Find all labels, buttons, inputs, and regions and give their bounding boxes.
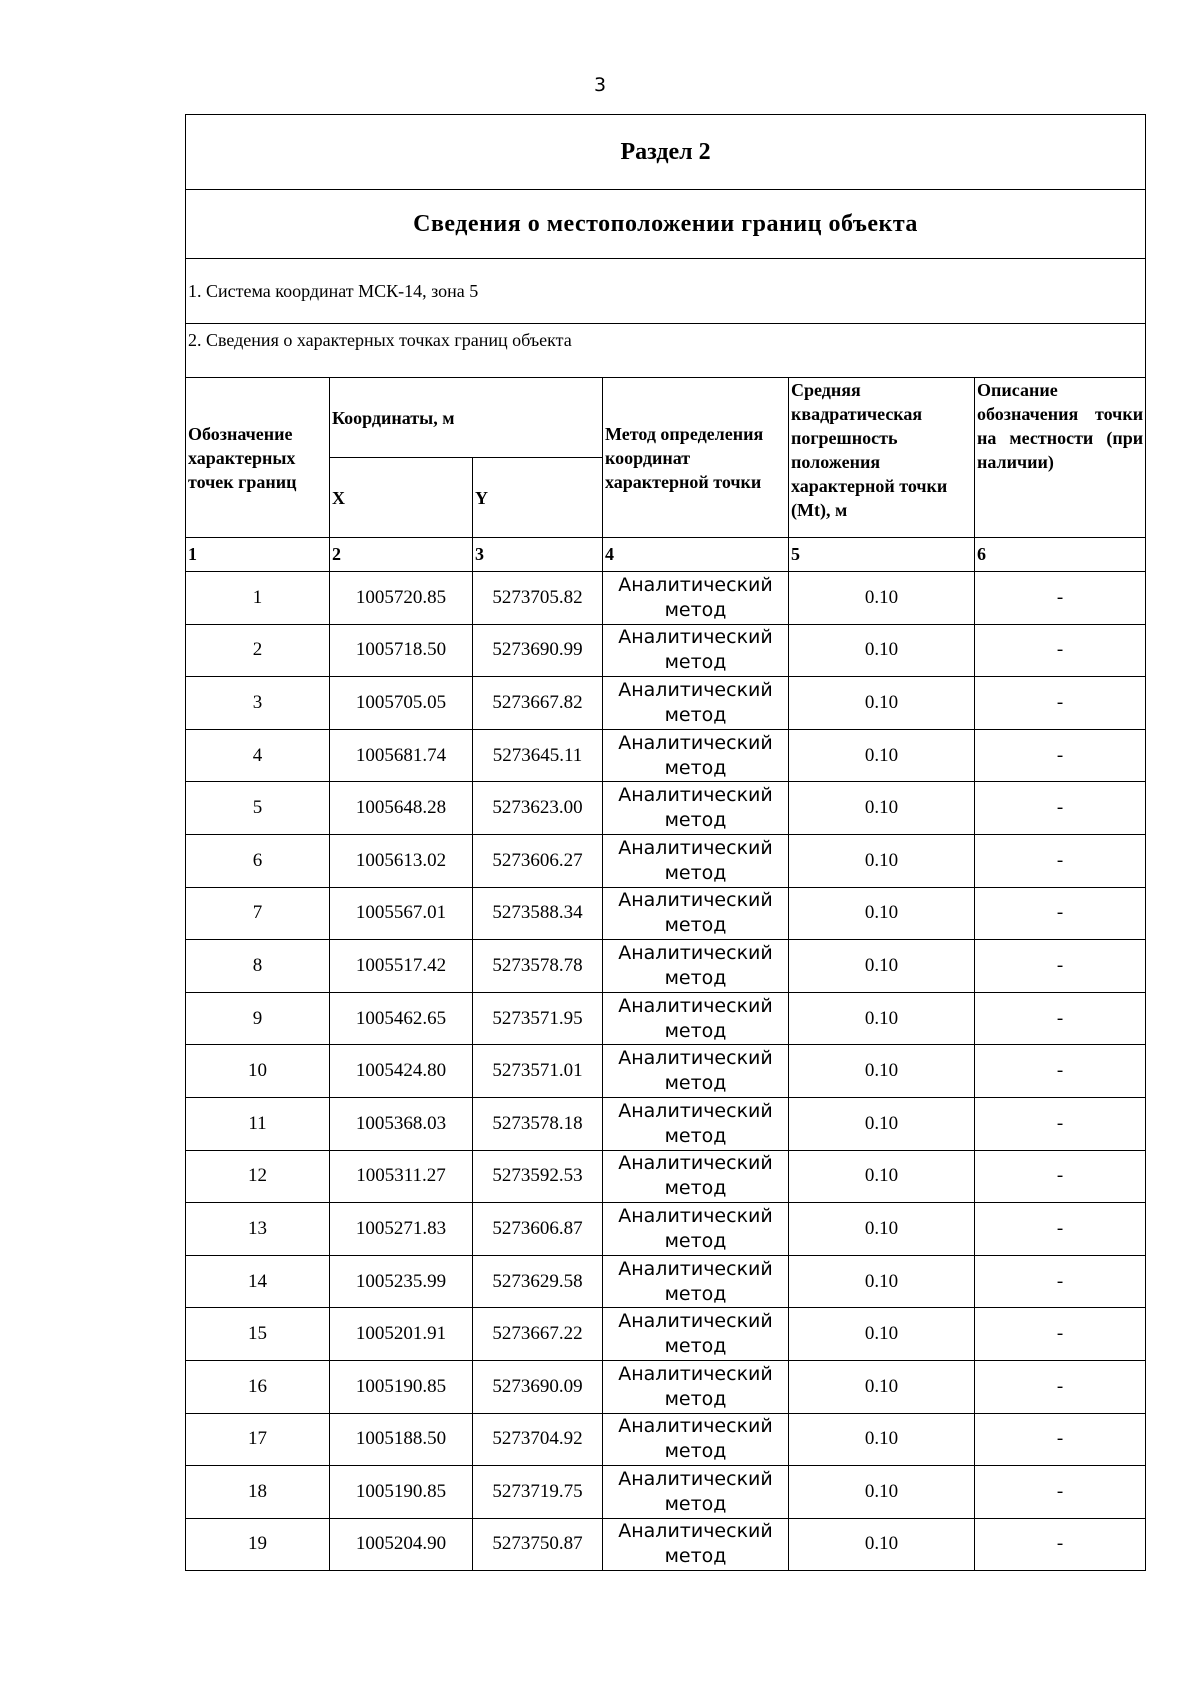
x-coordinate-cell: 1005424.80 xyxy=(330,1045,473,1098)
point-number-cell: 3 xyxy=(186,677,330,730)
mean-error-cell: 0.10 xyxy=(789,1150,975,1203)
y-coordinate-cell: 5273578.18 xyxy=(473,1097,603,1150)
coordinate-system: 1. Система координат МСК-14, зона 5 xyxy=(186,259,1146,324)
boundary-points-table xyxy=(185,114,1146,1571)
description-cell: - xyxy=(975,1360,1146,1413)
x-coordinate-cell: 1005648.28 xyxy=(330,782,473,835)
column-number: 3 xyxy=(473,538,603,572)
description-cell: - xyxy=(975,887,1146,940)
table-row xyxy=(186,1466,1146,1519)
description-cell: - xyxy=(975,729,1146,782)
header-point-designation: Обозначение характерных точек границ xyxy=(186,378,330,538)
mean-error-cell: 0.10 xyxy=(789,1255,975,1308)
mean-error-cell: 0.10 xyxy=(789,1413,975,1466)
point-number-cell: 13 xyxy=(186,1203,330,1256)
description-cell: - xyxy=(975,1308,1146,1361)
y-coordinate-cell: 5273592.53 xyxy=(473,1150,603,1203)
mean-error-cell: 0.10 xyxy=(789,1466,975,1519)
y-coordinate-cell: 5273705.82 xyxy=(473,572,603,625)
x-coordinate-cell: 1005517.42 xyxy=(330,940,473,993)
x-coordinate-cell: 1005188.50 xyxy=(330,1413,473,1466)
point-number-cell: 5 xyxy=(186,782,330,835)
table-row xyxy=(186,1518,1146,1571)
method-cell: Аналитический метод xyxy=(603,887,789,940)
point-number-cell: 19 xyxy=(186,1518,330,1571)
header-method: Метод определения координат характерной точки xyxy=(603,378,789,538)
mean-error-cell: 0.10 xyxy=(789,1097,975,1150)
mean-error-cell: 0.10 xyxy=(789,992,975,1045)
x-coordinate-cell: 1005271.83 xyxy=(330,1203,473,1256)
header-mean-error: Средняя квадратическая погрешность положения характерной точки (Mt), м xyxy=(789,378,975,538)
description-cell: - xyxy=(975,1203,1146,1256)
method-cell: Аналитический метод xyxy=(603,1203,789,1256)
mean-error-cell: 0.10 xyxy=(789,940,975,993)
column-number: 4 xyxy=(603,538,789,572)
x-coordinate-cell: 1005613.02 xyxy=(330,834,473,887)
point-number-cell: 9 xyxy=(186,992,330,1045)
method-cell: Аналитический метод xyxy=(603,1466,789,1519)
y-coordinate-cell: 5273571.95 xyxy=(473,992,603,1045)
mean-error-cell: 0.10 xyxy=(789,834,975,887)
description-cell: - xyxy=(975,1466,1146,1519)
mean-error-cell: 0.10 xyxy=(789,572,975,625)
column-number: 1 xyxy=(186,538,330,572)
table-row xyxy=(186,1203,1146,1256)
point-number-cell: 10 xyxy=(186,1045,330,1098)
x-coordinate-cell: 1005718.50 xyxy=(330,624,473,677)
x-coordinate-cell: 1005204.90 xyxy=(330,1518,473,1571)
x-coordinate-cell: 1005567.01 xyxy=(330,887,473,940)
description-cell: - xyxy=(975,1150,1146,1203)
table-row xyxy=(186,1255,1146,1308)
method-cell: Аналитический метод xyxy=(603,940,789,993)
description-cell: - xyxy=(975,834,1146,887)
x-coordinate-cell: 1005235.99 xyxy=(330,1255,473,1308)
table-row xyxy=(186,1097,1146,1150)
description-cell: - xyxy=(975,572,1146,625)
method-cell: Аналитический метод xyxy=(603,572,789,625)
mean-error-cell: 0.10 xyxy=(789,1360,975,1413)
x-coordinate-cell: 1005190.85 xyxy=(330,1466,473,1519)
method-cell: Аналитический метод xyxy=(603,1518,789,1571)
y-coordinate-cell: 5273667.22 xyxy=(473,1308,603,1361)
y-coordinate-cell: 5273623.00 xyxy=(473,782,603,835)
table-row xyxy=(186,834,1146,887)
point-number-cell: 18 xyxy=(186,1466,330,1519)
mean-error-cell: 0.10 xyxy=(789,729,975,782)
description-cell: - xyxy=(975,1045,1146,1098)
table-row xyxy=(186,940,1146,993)
header-description: Описание обозначения точки на местности (при наличии) xyxy=(975,378,1146,538)
section-subtitle: Сведения о местоположении границ объекта xyxy=(186,190,1146,259)
table-row xyxy=(186,729,1146,782)
point-number-cell: 14 xyxy=(186,1255,330,1308)
method-cell: Аналитический метод xyxy=(603,677,789,730)
table-row xyxy=(186,782,1146,835)
point-number-cell: 6 xyxy=(186,834,330,887)
mean-error-cell: 0.10 xyxy=(789,782,975,835)
y-coordinate-cell: 5273606.87 xyxy=(473,1203,603,1256)
method-cell: Аналитический метод xyxy=(603,729,789,782)
header-y: Y xyxy=(473,458,603,538)
table-row xyxy=(186,572,1146,625)
description-cell: - xyxy=(975,677,1146,730)
description-cell: - xyxy=(975,1097,1146,1150)
mean-error-cell: 0.10 xyxy=(789,1308,975,1361)
y-coordinate-cell: 5273690.99 xyxy=(473,624,603,677)
column-number: 5 xyxy=(789,538,975,572)
y-coordinate-cell: 5273750.87 xyxy=(473,1518,603,1571)
y-coordinate-cell: 5273629.58 xyxy=(473,1255,603,1308)
point-number-cell: 15 xyxy=(186,1308,330,1361)
x-coordinate-cell: 1005201.91 xyxy=(330,1308,473,1361)
table-row xyxy=(186,1150,1146,1203)
table-row xyxy=(186,1360,1146,1413)
table-row xyxy=(186,1045,1146,1098)
x-coordinate-cell: 1005368.03 xyxy=(330,1097,473,1150)
method-cell: Аналитический метод xyxy=(603,1360,789,1413)
description-cell: - xyxy=(975,1413,1146,1466)
point-number-cell: 2 xyxy=(186,624,330,677)
point-number-cell: 16 xyxy=(186,1360,330,1413)
method-cell: Аналитический метод xyxy=(603,1308,789,1361)
description-cell: - xyxy=(975,782,1146,835)
column-number-row xyxy=(186,538,1146,572)
header-x: X xyxy=(330,458,473,538)
y-coordinate-cell: 5273606.27 xyxy=(473,834,603,887)
x-coordinate-cell: 1005681.74 xyxy=(330,729,473,782)
mean-error-cell: 0.10 xyxy=(789,624,975,677)
method-cell: Аналитический метод xyxy=(603,1097,789,1150)
mean-error-cell: 0.10 xyxy=(789,1518,975,1571)
mean-error-cell: 0.10 xyxy=(789,887,975,940)
section-title: Раздел 2 xyxy=(186,115,1146,190)
table-row xyxy=(186,1413,1146,1466)
point-number-cell: 17 xyxy=(186,1413,330,1466)
point-number-cell: 11 xyxy=(186,1097,330,1150)
y-coordinate-cell: 5273588.34 xyxy=(473,887,603,940)
table-row xyxy=(186,624,1146,677)
x-coordinate-cell: 1005462.65 xyxy=(330,992,473,1045)
method-cell: Аналитический метод xyxy=(603,1413,789,1466)
table-row xyxy=(186,1308,1146,1361)
column-number: 6 xyxy=(975,538,1146,572)
table-row xyxy=(186,677,1146,730)
table-row xyxy=(186,992,1146,1045)
description-cell: - xyxy=(975,1255,1146,1308)
x-coordinate-cell: 1005190.85 xyxy=(330,1360,473,1413)
y-coordinate-cell: 5273645.11 xyxy=(473,729,603,782)
mean-error-cell: 0.10 xyxy=(789,1203,975,1256)
points-caption: 2. Сведения о характерных точках границ объекта xyxy=(186,324,1146,378)
method-cell: Аналитический метод xyxy=(603,1045,789,1098)
method-cell: Аналитический метод xyxy=(603,1255,789,1308)
point-number-cell: 8 xyxy=(186,940,330,993)
description-cell: - xyxy=(975,624,1146,677)
method-cell: Аналитический метод xyxy=(603,834,789,887)
y-coordinate-cell: 5273667.82 xyxy=(473,677,603,730)
method-cell: Аналитический метод xyxy=(603,992,789,1045)
mean-error-cell: 0.10 xyxy=(789,1045,975,1098)
description-cell: - xyxy=(975,940,1146,993)
point-number-cell: 12 xyxy=(186,1150,330,1203)
y-coordinate-cell: 5273578.78 xyxy=(473,940,603,993)
table-row xyxy=(186,887,1146,940)
page-number: 3 xyxy=(593,74,607,96)
mean-error-cell: 0.10 xyxy=(789,677,975,730)
y-coordinate-cell: 5273690.09 xyxy=(473,1360,603,1413)
x-coordinate-cell: 1005705.05 xyxy=(330,677,473,730)
header-coordinates: Координаты, м xyxy=(330,378,603,458)
description-cell: - xyxy=(975,992,1146,1045)
method-cell: Аналитический метод xyxy=(603,782,789,835)
x-coordinate-cell: 1005311.27 xyxy=(330,1150,473,1203)
x-coordinate-cell: 1005720.85 xyxy=(330,572,473,625)
point-number-cell: 1 xyxy=(186,572,330,625)
method-cell: Аналитический метод xyxy=(603,624,789,677)
description-cell: - xyxy=(975,1518,1146,1571)
y-coordinate-cell: 5273719.75 xyxy=(473,1466,603,1519)
method-cell: Аналитический метод xyxy=(603,1150,789,1203)
point-number-cell: 7 xyxy=(186,887,330,940)
point-number-cell: 4 xyxy=(186,729,330,782)
y-coordinate-cell: 5273571.01 xyxy=(473,1045,603,1098)
column-number: 2 xyxy=(330,538,473,572)
y-coordinate-cell: 5273704.92 xyxy=(473,1413,603,1466)
